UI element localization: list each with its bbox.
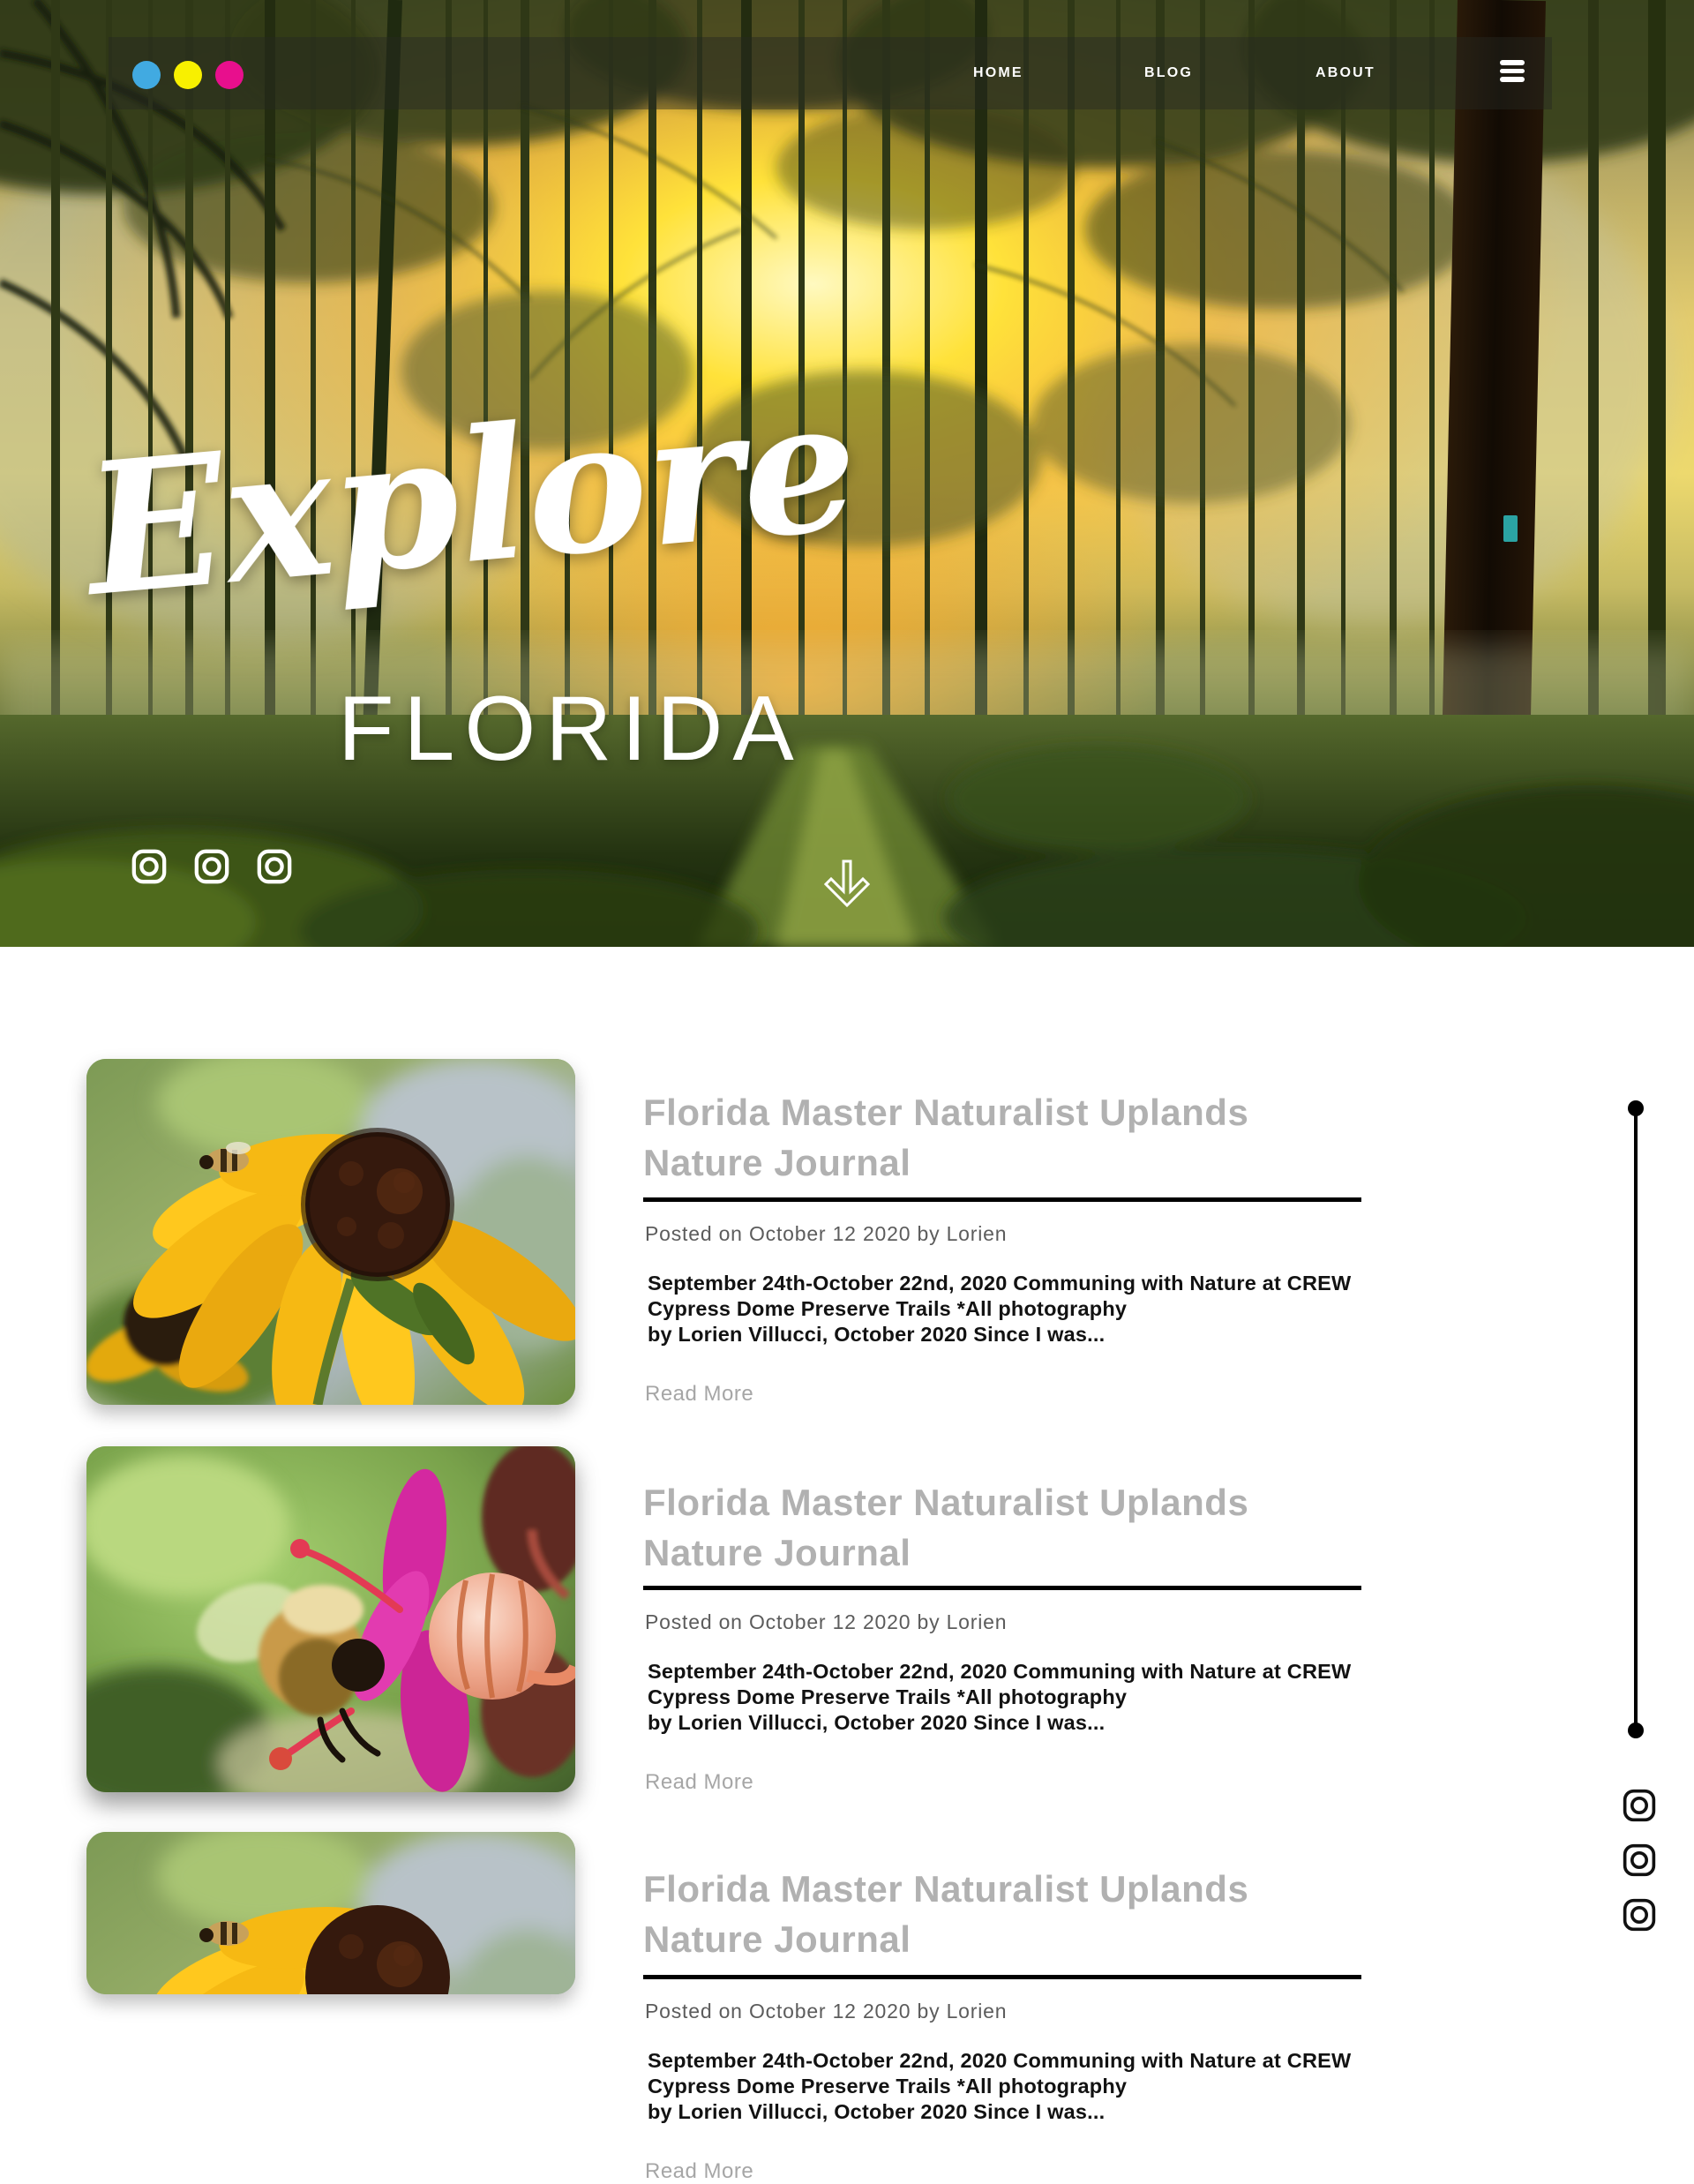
logo-dot-magenta <box>215 61 244 89</box>
instagram-icon[interactable] <box>1622 1897 1657 1933</box>
post-excerpt: September 24th-October 22nd, 2020 Communing with Nature at CREW Cypress Dome Preserve Trails *All photography by Lorien Villucci, October 2020 Since I was... <box>648 1660 1352 1734</box>
post-meta: Posted on October 12 2020 by Lorien <box>645 1610 1008 1633</box>
hero-title-script: Explore <box>78 358 866 637</box>
post-title[interactable]: Florida Master Naturalist Uplands Nature Journal <box>643 1092 1249 1183</box>
post-meta: Posted on October 12 2020 by Lorien <box>645 1222 1008 1245</box>
post-thumbnail-bee-pink-flower[interactable] <box>86 1446 575 1792</box>
hamburger-menu-icon[interactable] <box>1495 55 1530 87</box>
timeline-line <box>1634 1108 1638 1730</box>
hero-title-caps: FLORIDA <box>338 678 804 780</box>
title-divider <box>643 1197 1361 1202</box>
post-excerpt: September 24th-October 22nd, 2020 Communing with Nature at CREW Cypress Dome Preserve Trails *All photography by Lorien Villucci, October 2020 Since I was... <box>648 1272 1352 1346</box>
site-logo[interactable] <box>132 61 244 89</box>
instagram-icon[interactable] <box>193 848 230 885</box>
read-more-link[interactable]: Read More <box>645 1770 754 1794</box>
instagram-icon[interactable] <box>256 848 293 885</box>
post-thumbnail-yellow-flower[interactable] <box>86 1059 575 1405</box>
title-divider <box>643 1586 1361 1590</box>
scroll-down-arrow-icon[interactable] <box>824 859 870 916</box>
read-more-link[interactable]: Read More <box>645 1382 754 1406</box>
trail-marker <box>1503 515 1518 542</box>
title-divider <box>643 1975 1361 1979</box>
nav-item-home[interactable]: HOME <box>973 65 1023 80</box>
post-title[interactable]: Florida Master Naturalist Uplands Nature Journal <box>643 1482 1249 1573</box>
logo-dot-cyan <box>132 61 161 89</box>
post-thumbnail-yellow-flower[interactable] <box>86 1832 575 1994</box>
timeline-dot-top <box>1628 1100 1644 1116</box>
instagram-icon[interactable] <box>1622 1843 1657 1878</box>
nav-item-about[interactable]: ABOUT <box>1315 65 1375 80</box>
timeline-dot-bottom <box>1628 1722 1644 1738</box>
hero-social-links <box>131 848 293 885</box>
hero-section <box>0 0 1694 947</box>
nav-item-blog[interactable]: BLOG <box>1144 65 1194 80</box>
post-title[interactable]: Florida Master Naturalist Uplands Nature Journal <box>643 1868 1249 1960</box>
instagram-icon[interactable] <box>131 848 168 885</box>
logo-dot-yellow <box>174 61 202 89</box>
post-meta: Posted on October 12 2020 by Lorien <box>645 2000 1008 2023</box>
post-excerpt: September 24th-October 22nd, 2020 Communing with Nature at CREW Cypress Dome Preserve Trails *All photography by Lorien Villucci, October 2020 Since I was... <box>648 2049 1352 2123</box>
read-more-link[interactable]: Read More <box>645 2159 754 2183</box>
instagram-icon[interactable] <box>1622 1788 1657 1823</box>
